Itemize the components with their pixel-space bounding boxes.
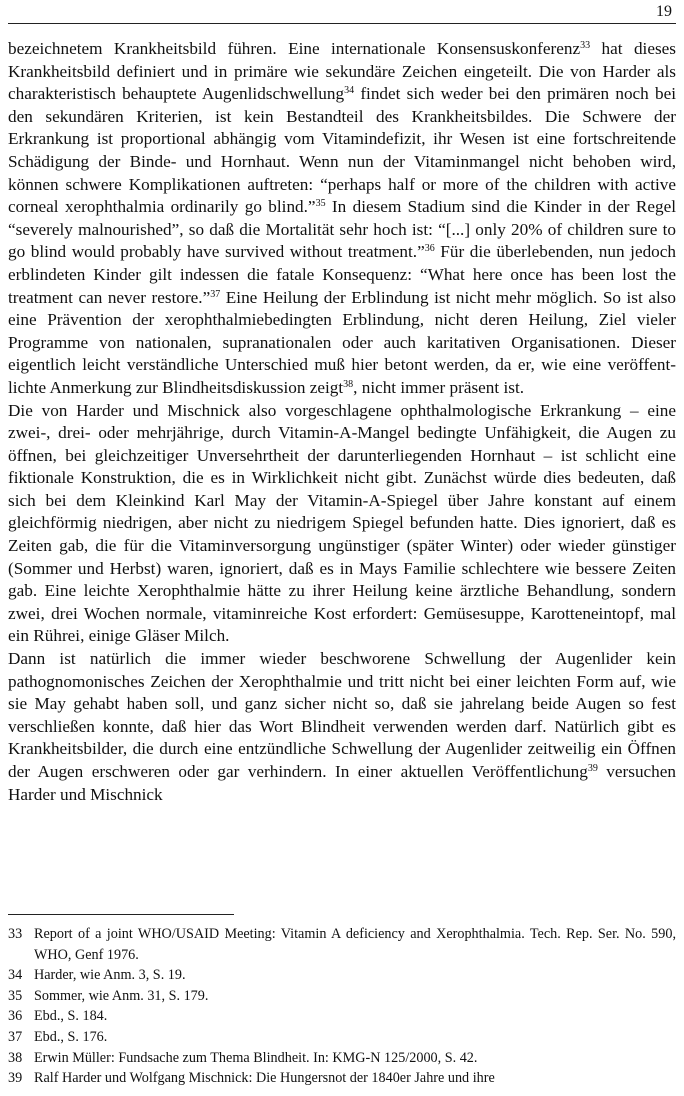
footnote-text: Ebd., S. 184. bbox=[34, 1008, 108, 1025]
footnote-separator bbox=[8, 914, 234, 915]
footnote-ref: 33 bbox=[580, 40, 591, 51]
text-run: Eine Heilung der Erblindung ist nicht mehr möglich. So ist also eine Prävention der xerophthalmiebedingten Erblindung, nicht deren Heilung, Ziel vieler Programme von nationalen, supranationalen oder auch karitativen Organisationen. Dieser eigentlich leicht verständliche Unterschied muß hier betont werden, da er, wie eine veröffentlichte Anmerkung zur Blindheitsdiskussion zeigt bbox=[8, 287, 677, 397]
footnote bbox=[8, 1027, 676, 1048]
footnote-text: Erwin Müller: Fundsache zum Thema Blindheit. In: KMG-N 125/2000, S. 42. bbox=[34, 1049, 478, 1066]
footnote-number: 37 bbox=[8, 1028, 23, 1045]
footnote bbox=[8, 986, 676, 1007]
text-run: Dann ist natürlich die immer wieder beschworene Schwellung der Augenlider kein pathognomonisches Zeichen der Xerophthalmie und tritt nicht bei einer leichten Form auf, wie sie May gehabt haben soll, und ganz sicher nicht so, daß sie jahrelang beide Augen so fest verschließen konnte, daß hier das Wort Blindheit verwenden werden darf. Natürlich gibt es Krankheitsbilder, die durch eine entzündliche Schwellung der Augenlider zeitweilig ein Öffnen der Augen erschweren oder gar verhindern. In einer aktuellen Veröffentlichung bbox=[8, 649, 676, 781]
footnote-number: 38 bbox=[8, 1049, 23, 1066]
page-number: 19 bbox=[656, 3, 672, 20]
text-run: hat dieses Krankheitsbild definiert und in primäre wie sekundäre Zeichen eingeteilt. Die von Harder als charakteristisch behauptete Augenlidschwellung bbox=[8, 39, 676, 104]
text-run: versuchen Harder und Mischnick bbox=[8, 762, 676, 804]
main-text bbox=[8, 38, 676, 806]
footnote bbox=[8, 924, 676, 965]
paragraph bbox=[8, 38, 676, 400]
text-run: In diesem Stadium sind die Kinder in der Regel “severely malnourished”, so daß die Mortalität sehr hoch ist: “[...] only 20% of children sure to go blind would probably have survived without treatment.” bbox=[8, 197, 676, 262]
text-run: bezeichnetem Krankheitsbild führen. Eine internationale Konsensuskonferenz bbox=[8, 39, 581, 58]
text-run: Die von Harder und Mischnick also vorgeschlagene ophthalmologische Erkrankung – eine zwei-, drei- oder mehrjährige, durch Vitamin-A-Mangel bedingte Unfähigkeit, die Augen zu öffnen, bei gleichzeitiger Unversehrtheit der darunterliegenden Hornhaut – ist schlicht eine fiktionale Konstruktion, die es in Wirklichkeit nicht gibt. Zunächst würde dies bedeuten, daß sich bei dem Kleinkind Karl May der Vitamin-A-Spiegel über Jahre konstant auf einem gleichförmig niedrigen, aber nicht zu niedrigem Spiegel befunden hatte. Dies ignoriert, daß es Zeiten gab, die für die Vitaminversorgung ungünstiger (später Winter) oder wieder günstiger (Sommer und Herbst) waren, ignoriert, daß es in Mays Familie schlechtere wie bessere Zeiten gab. Eine leichte Xerophthalmie hätte zu ihrer Heilung keine ärztliche Behandlung, sondern zwei, drei Wochen normale, vitaminreiche Kost erfordert: Gemüsesuppe, Karotteneintopf, mal ein Rührei, einige Gläser Milch. bbox=[8, 400, 676, 646]
header-rule bbox=[8, 23, 676, 24]
paragraph bbox=[8, 648, 676, 806]
footnote-ref: 35 bbox=[315, 198, 326, 210]
footnote-ref: 34 bbox=[344, 85, 355, 97]
paragraph bbox=[8, 400, 676, 649]
footnote-text: Ralf Harder und Wolfgang Mischnick: Die Hungersnot der 1840er Jahre und ihre bbox=[34, 1070, 495, 1087]
footnote-text: Ebd., S. 176. bbox=[34, 1028, 108, 1045]
footnote-ref: 36 bbox=[424, 243, 435, 255]
footnote-number: 39 bbox=[8, 1070, 23, 1087]
footnote-text: Harder, wie Anm. 3, S. 19. bbox=[34, 967, 186, 984]
footnote-number: 34 bbox=[8, 967, 23, 984]
footnote-text: Report of a joint WHO/USAID Meeting: Vitamin A deficiency and Xerophthalmia. Tech. Rep. Ser. No. 590, WHO, Genf 1976. bbox=[34, 926, 676, 963]
text-run: findet sich weder bei den primären noch bei den sekundären Kriterien, ist kein Bestandteil des Krankheitsbildes. Die Schwere der Erkrankung ist proportional abhängig vom Vitamindefizit, ihr Wesen ist eine fortschreitende Schädigung der Binde- und Hornhaut. Wenn nun der Vitaminmangel nicht behoben wird, können schwere Komplikationen auftreten: “perhaps half or more of the children with active corneal xerophthalmia ordinarily go blind.” bbox=[8, 84, 676, 217]
footnote-ref: 39 bbox=[587, 763, 598, 774]
text-run: Für die überlebenden, nun jedoch erblindeten Kinder gilt indessen die fatale Konsequenz: “What here once has been lost the treatment can never restore.” bbox=[8, 242, 676, 307]
footnotes bbox=[8, 924, 676, 1089]
footnote-ref: 37 bbox=[210, 288, 221, 300]
footnote-ref: 38 bbox=[343, 378, 354, 390]
footnote bbox=[8, 1068, 676, 1089]
footnote-number: 33 bbox=[8, 926, 23, 942]
text-run: , nicht immer präsent ist. bbox=[353, 377, 525, 397]
footnote bbox=[8, 1048, 676, 1069]
footnote-number: 36 bbox=[8, 1008, 23, 1025]
footnote bbox=[8, 1006, 676, 1027]
footnote bbox=[8, 965, 676, 986]
footnote-number: 35 bbox=[8, 987, 23, 1004]
footnote-text: Sommer, wie Anm. 31, S. 179. bbox=[34, 987, 209, 1004]
